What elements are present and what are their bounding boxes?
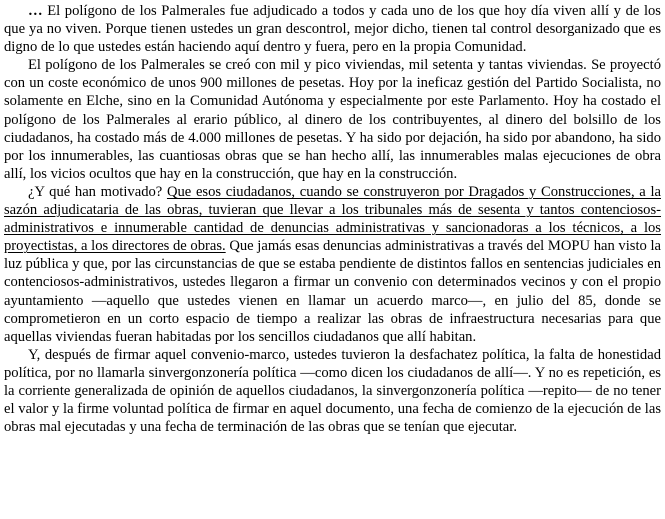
paragraph-3 bbox=[4, 183, 661, 346]
paragraph-3-underlined-passage: Que esos ciudadanos, cuando se construyeron por Dragados y Construcciones, a la sazón adjudicataria de las obras, tuvieran que llevar a los tribunales más de sesenta y tantos contenciosos-administrativos e innumerable cantidad de denuncias administrativas y sancionadoras a los técnicos, a los proyectistas, a los directores de obras. bbox=[4, 183, 661, 255]
paragraph-1-text: El polígono de los Palmerales fue adjudicado a todos y cada uno de los que hoy día viven allí y de los que ya no viven. Porque tienen ustedes un gran descontrol, mejor dicho, tienen tal control desorganizado que es digno de lo que ustedes están haciendo aquí dentro y fuera, pero en la propia Comunidad. bbox=[4, 3, 661, 56]
paragraph-4-text: Y, después de firmar aquel convenio-marco, ustedes tuvieron la desfachatez política, la falta de honestidad política, por no llamarla sinvergonzonería política —como dicen los ciudadanos de allí—. Y no es repetición, es la corriente generalizada de opinión de aquellos ciudadanos, la sinvergonzonería política —repito— de no tener el valor y la firme voluntad política de firmar en aquel documento, una fecha de comienzo de la ejecución de las obras mal ejecutadas y una fecha de terminación de las obras que se tenían que ejecutar. bbox=[4, 346, 661, 436]
paragraph-3-continuation: Que jamás esas denuncias administrativas a través del MOPU han visto la luz pública y que, por las circunstancias de que se estaba pendiente de distintos fallos en sentencias judiciales en contenciosos-administrativos, ustedes llegaron a firmar un convenio con determinados vecinos y con el propio ayuntamiento —aquello que ustedes vienen en llamar un acuerdo marco—, en julio del 85, donde se comprometieron en un corto espacio de tiempo a realizar las obras de infraestructura necesarias para que aquellas viviendas fueran habitadas por los sencillos ciudadanos que allí habitan. bbox=[4, 238, 661, 345]
paragraph-3-intro: ¿Y qué han motivado? bbox=[28, 183, 167, 200]
paragraph-1 bbox=[4, 2, 661, 56]
paragraph-4 bbox=[4, 346, 661, 436]
ellipsis-mark: … bbox=[28, 3, 43, 19]
paragraph-2-text: El polígono de los Palmerales se creó con mil y pico viviendas, mil setenta y tantas viviendas. Se proyectó con un coste económico de unos 900 millones de pesetas. Hoy por la ineficaz gestión del Partido Socialista, no solamente en Elche, sino en la Comunidad Autónoma y especialmente por este Parlamento. Hoy ha costado el polígono de los Palmerales al erario público, al dinero de los contribuyentes, al dinero del bolsillo de los ciudadanos, ha costado más de 4.000 millones de pesetas. Y ha sido por dejación, ha sido por abandono, ha sido por los innumerables, las cuantiosas obras que se han hecho allí, las innumerables malas ejecuciones de obra allí, los vicios ocultos que hay en la construcción, que hay en la construcción. bbox=[4, 57, 661, 182]
paragraph-2 bbox=[4, 56, 661, 183]
